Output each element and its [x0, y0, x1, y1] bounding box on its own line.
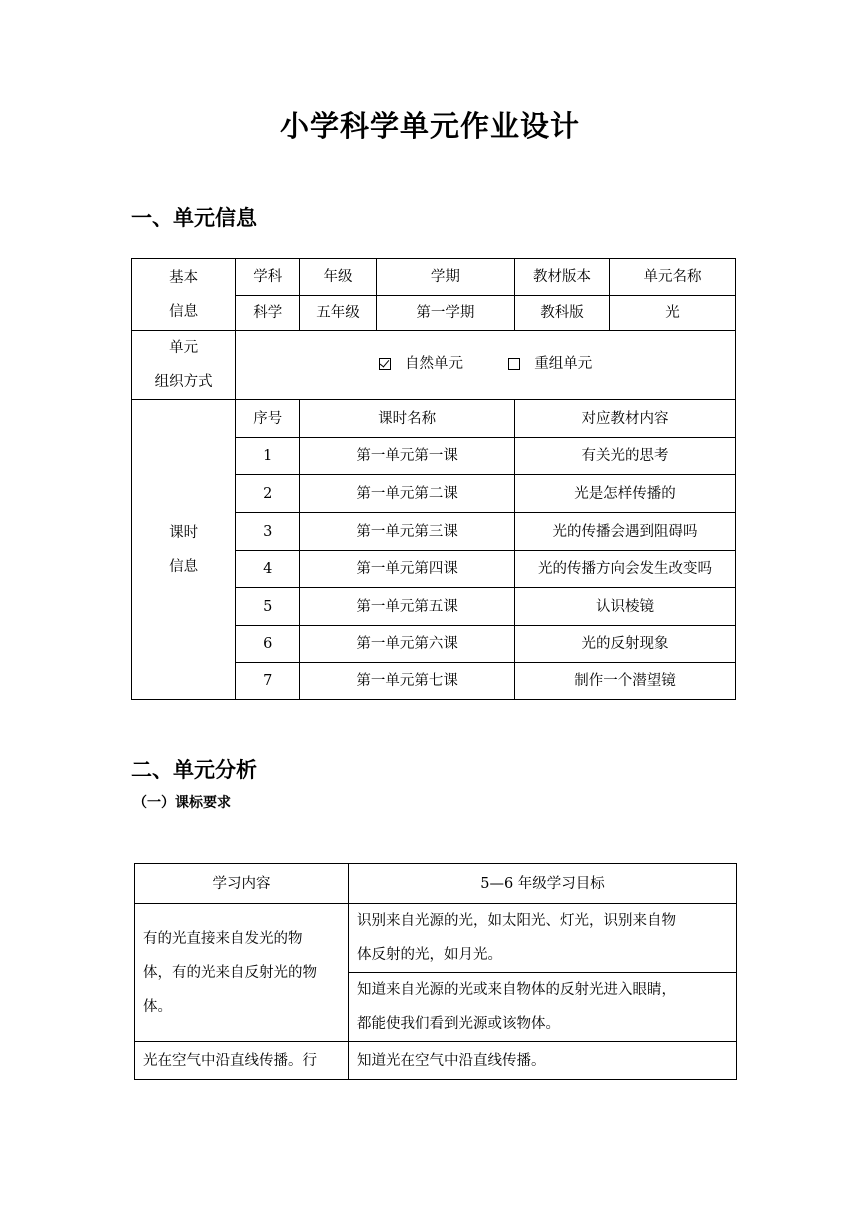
option-regrouped-unit[interactable]: 重组单元	[508, 347, 592, 381]
lesson-info-label: 课时 信息	[132, 400, 236, 700]
goal-seeing-objects: 知道来自光源的光或来自物体的反射光进入眼睛， 都能使我们看到光源或该物体。	[349, 973, 737, 1042]
checkbox-empty-icon[interactable]	[508, 358, 520, 370]
header-unit-name: 单元名称	[609, 259, 735, 296]
header-lesson-name: 课时名称	[300, 400, 515, 438]
org-options	[236, 331, 736, 400]
page-title: 小学科学单元作业设计	[279, 109, 580, 143]
header-number: 序号	[236, 400, 300, 438]
value-term: 第一学期	[376, 296, 514, 331]
content-light-sources: 有的光直接来自发光的物 体，有的光来自反射光的物 体。	[135, 904, 349, 1042]
value-grade: 五年级	[300, 296, 376, 331]
checkbox-checked-icon[interactable]	[379, 358, 391, 370]
table-row: 2 第一单元第二课 光是怎样传播的	[132, 475, 736, 513]
option-natural-unit[interactable]: 自然单元	[379, 347, 463, 381]
basic-info-label: 基本 信息	[132, 259, 236, 331]
table-row: 6 第一单元第六课 光的反射现象	[132, 626, 736, 663]
content-straight-line: 光在空气中沿直线传播。行	[135, 1042, 349, 1080]
header-edition: 教材版本	[515, 259, 610, 296]
org-label: 单元 组织方式	[132, 331, 236, 400]
goal-straight-line: 知道光在空气中沿直线传播。	[349, 1042, 737, 1080]
value-edition: 教科版	[515, 296, 610, 331]
section-heading-unit-info: 一、单元信息	[131, 206, 257, 230]
header-textbook-content: 对应教材内容	[515, 400, 736, 438]
header-learning-goals: 5—6 年级学习目标	[349, 864, 737, 904]
table-row: 4 第一单元第四课 光的传播方向会发生改变吗	[132, 551, 736, 588]
goal-identify-light: 识别来自光源的光，如太阳光、灯光，识别来自物 体反射的光，如月光。	[349, 904, 737, 973]
header-grade: 年级	[300, 259, 376, 296]
header-learning-content: 学习内容	[135, 864, 349, 904]
table-row: 5 第一单元第五课 认识棱镜	[132, 588, 736, 626]
subheading-curriculum-standards: （一）课标要求	[133, 795, 231, 811]
table-row: 7 第一单元第七课 制作一个潜望镜	[132, 663, 736, 700]
header-subject: 学科	[236, 259, 300, 296]
value-unit-name: 光	[609, 296, 735, 331]
section-heading-unit-analysis: 二、单元分析	[131, 758, 257, 782]
header-term: 学期	[376, 259, 514, 296]
table-row: 3 第一单元第三课 光的传播会遇到阻碍吗	[132, 513, 736, 551]
value-subject: 科学	[236, 296, 300, 331]
standards-table	[134, 863, 737, 1080]
unit-info-table	[131, 258, 736, 700]
table-row: 1 第一单元第一课 有关光的思考	[132, 438, 736, 475]
